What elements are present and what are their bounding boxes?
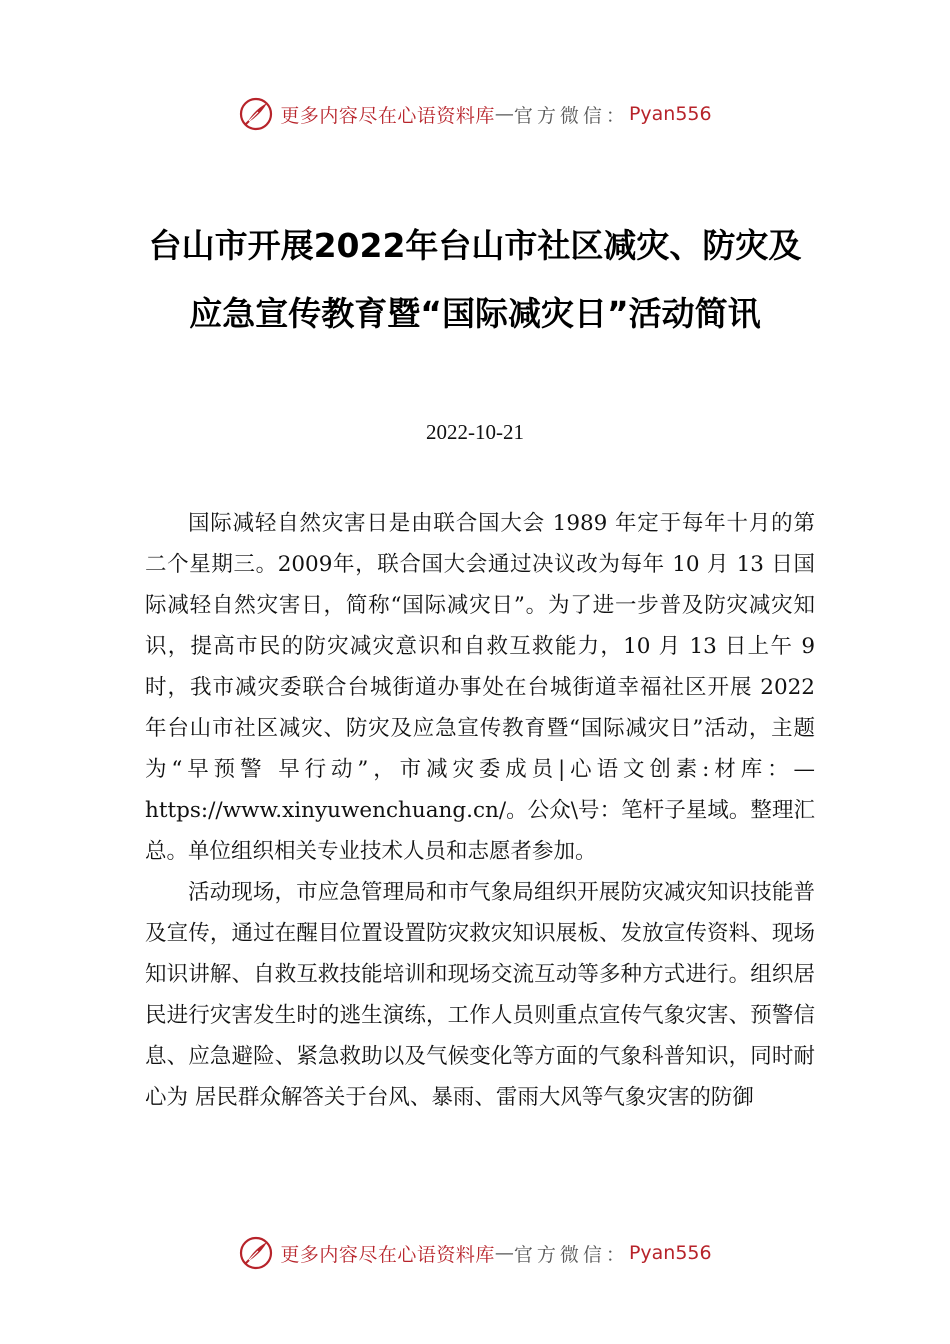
wechat-label: 官方微信： bbox=[513, 1243, 629, 1266]
watermark-text: 更多内容尽在心语资料库 bbox=[280, 104, 495, 127]
paragraph: 活动现场，市应急管理局和市气象局组织开展防灾减灾知识技能普及宣传，通过在醒目位置设置防灾救灾知识展板、发放宣传资料、现场知识讲解、自救互救技能培训和现场交流互动等多种方式进行。组织居民进行灾害发生时的逃生演练，工作人员则重点宣传气象灾害、预警信息、应急避险、紧急救助以及气候变化等方面的气象科普知识，同时耐心为 居民群众解答关于台风、暴雨、雷雨大风等气象灾害的防御 bbox=[145, 880, 815, 1110]
header-watermark-banner bbox=[0, 92, 950, 136]
watermark-text: 更多内容尽在心语资料库 bbox=[280, 1243, 495, 1266]
paragraph: 国际减轻自然灾害日是由联合国大会 1989 年定于每年十月的第二个星期三。2009年，联合国大会通过决议改为每年 10 月 13 日国际减轻自然灾害日，简称“国际减灾日”。为了进一步普及防灾减灾知识，提高市民的防灾减灾意识和自救互救能力，10 月 13 日上午 9 时，我市减灾委联合台城街道办事处在台城街道幸福社区开展 2022 年台山市社区减灾、防灾及应急宣传教育暨“国际减灾日”活动，主题为“早预警 早行动”，市减灾委成员|心语文创素:材库：—https://www.xinyuwenchuang.cn/。公众\号：笔杆子星域。整理汇总。单位组织相关专业技术人员和志愿者参加。 bbox=[145, 511, 815, 864]
wechat-id: Pyan556 bbox=[628, 1242, 712, 1264]
wechat-id: Pyan556 bbox=[628, 103, 712, 125]
watermark-separator: — bbox=[494, 1242, 514, 1264]
article-title: 台山市开展2022年台山市社区减灾、防灾及应急宣传教育暨“国际减灾日”活动简讯 bbox=[148, 226, 802, 333]
wechat-label: 官方微信： bbox=[513, 104, 629, 127]
footer-watermark-banner bbox=[0, 1231, 950, 1275]
watermark-separator: — bbox=[494, 103, 514, 125]
article-date: 2022-10-21 bbox=[426, 420, 524, 444]
article-body bbox=[145, 503, 815, 1118]
quill-logo-icon bbox=[238, 1235, 274, 1271]
quill-logo-icon bbox=[238, 96, 274, 132]
